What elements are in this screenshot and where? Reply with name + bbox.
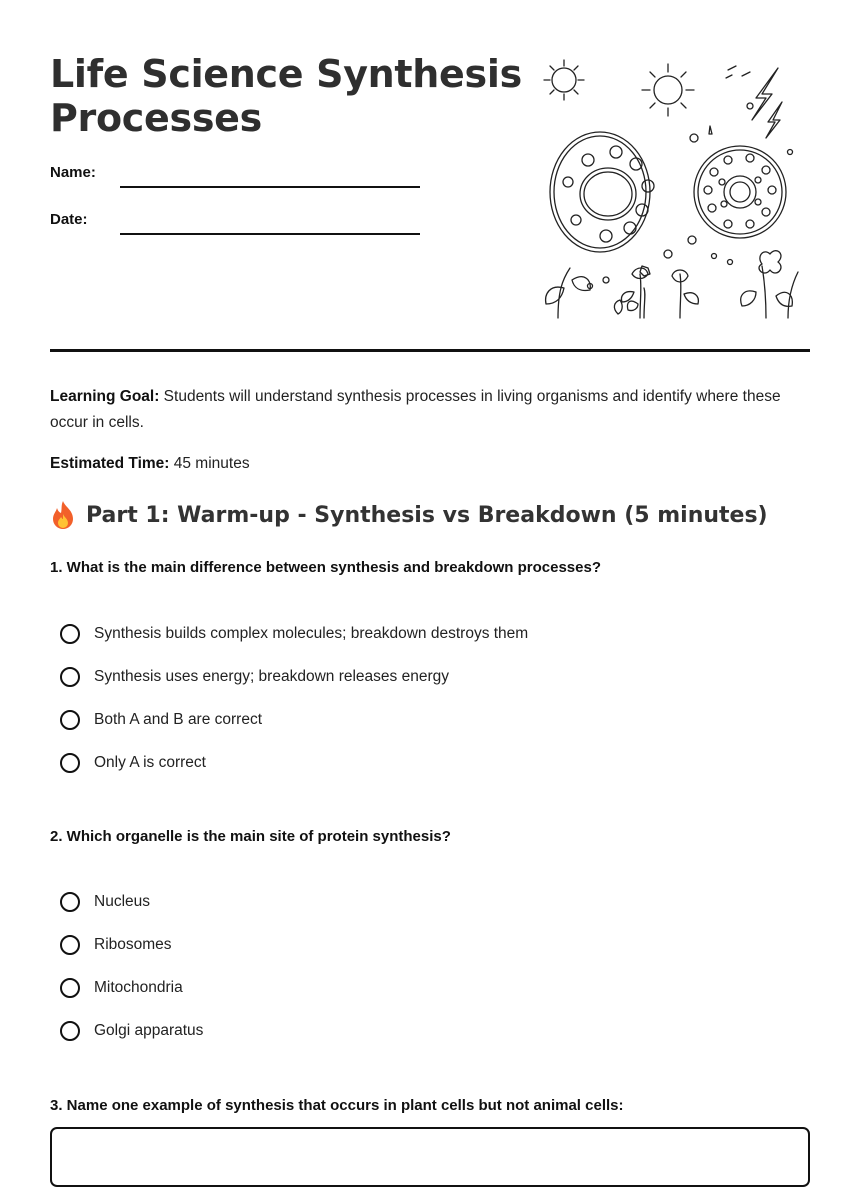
fire-icon bbox=[50, 500, 76, 530]
q1-option-c-label: Both A and B are correct bbox=[94, 711, 263, 728]
q2-option-a-radio[interactable] bbox=[60, 892, 80, 912]
date-field bbox=[50, 211, 88, 228]
q1-option-b[interactable] bbox=[60, 667, 449, 687]
worksheet-header bbox=[50, 52, 530, 228]
title-line-2: Processes bbox=[50, 96, 262, 140]
q1-option-c-radio[interactable] bbox=[60, 710, 80, 730]
q2-option-b[interactable] bbox=[60, 935, 172, 955]
date-label: Date: bbox=[50, 211, 88, 228]
q1-option-a-radio[interactable] bbox=[60, 624, 80, 644]
q1-option-a-label: Synthesis builds complex molecules; breakdown destroys them bbox=[94, 625, 529, 642]
name-label: Name: bbox=[50, 164, 96, 181]
q2-option-d-label: Golgi apparatus bbox=[94, 1022, 204, 1039]
q2-option-a[interactable] bbox=[60, 892, 150, 912]
flower-icon bbox=[546, 251, 798, 318]
part1-heading bbox=[50, 500, 768, 530]
date-input-line[interactable] bbox=[120, 233, 420, 235]
title-line-1: Life Science Synthesis bbox=[50, 52, 522, 96]
q1-option-b-radio[interactable] bbox=[60, 667, 80, 687]
estimated-time-value: 45 minutes bbox=[169, 455, 250, 472]
learning-goal-text: Students will understand synthesis processes in living organisms and identify where these occur in cells. bbox=[50, 388, 781, 431]
q1-option-d[interactable] bbox=[60, 753, 206, 773]
plant-cell-icon bbox=[694, 146, 786, 238]
q2-option-c-label: Mitochondria bbox=[94, 979, 183, 996]
estimated-time bbox=[50, 451, 810, 477]
q2-option-c[interactable] bbox=[60, 978, 183, 998]
question-1: 1. What is the main difference between synthesis and breakdown processes? bbox=[50, 559, 601, 576]
q2-option-d-radio[interactable] bbox=[60, 1021, 80, 1041]
worksheet-title bbox=[50, 52, 530, 140]
q3-answer-box[interactable] bbox=[50, 1127, 810, 1187]
q1-option-b-label: Synthesis uses energy; breakdown releases energy bbox=[94, 668, 449, 685]
learning-goal bbox=[50, 384, 810, 436]
name-input-line[interactable] bbox=[120, 186, 420, 188]
q1-option-d-label: Only A is correct bbox=[94, 754, 206, 771]
question-3: 3. Name one example of synthesis that occurs in plant cells but not animal cells: bbox=[50, 1097, 624, 1114]
part1-heading-text: Part 1: Warm-up - Synthesis vs Breakdown (5 minutes) bbox=[86, 502, 768, 528]
q2-option-c-radio[interactable] bbox=[60, 978, 80, 998]
q2-option-d[interactable] bbox=[60, 1021, 203, 1041]
q2-option-a-label: Nucleus bbox=[94, 893, 150, 910]
q1-option-c[interactable] bbox=[60, 710, 262, 730]
learning-goal-label: Learning Goal: bbox=[50, 388, 160, 405]
sun-icon bbox=[544, 60, 584, 100]
lightning-icon bbox=[726, 66, 782, 138]
estimated-time-label: Estimated Time: bbox=[50, 455, 170, 472]
name-field bbox=[50, 164, 96, 181]
q1-option-d-radio[interactable] bbox=[60, 753, 80, 773]
animal-cell-icon bbox=[550, 132, 654, 252]
cell-illustration bbox=[538, 56, 808, 326]
q1-option-a[interactable] bbox=[60, 624, 528, 644]
molecule-dots bbox=[588, 103, 793, 289]
header-divider bbox=[50, 349, 810, 352]
q2-option-b-radio[interactable] bbox=[60, 935, 80, 955]
q2-option-b-label: Ribosomes bbox=[94, 936, 172, 953]
question-2: 2. Which organelle is the main site of protein synthesis? bbox=[50, 828, 451, 845]
sun-icon bbox=[642, 64, 694, 116]
